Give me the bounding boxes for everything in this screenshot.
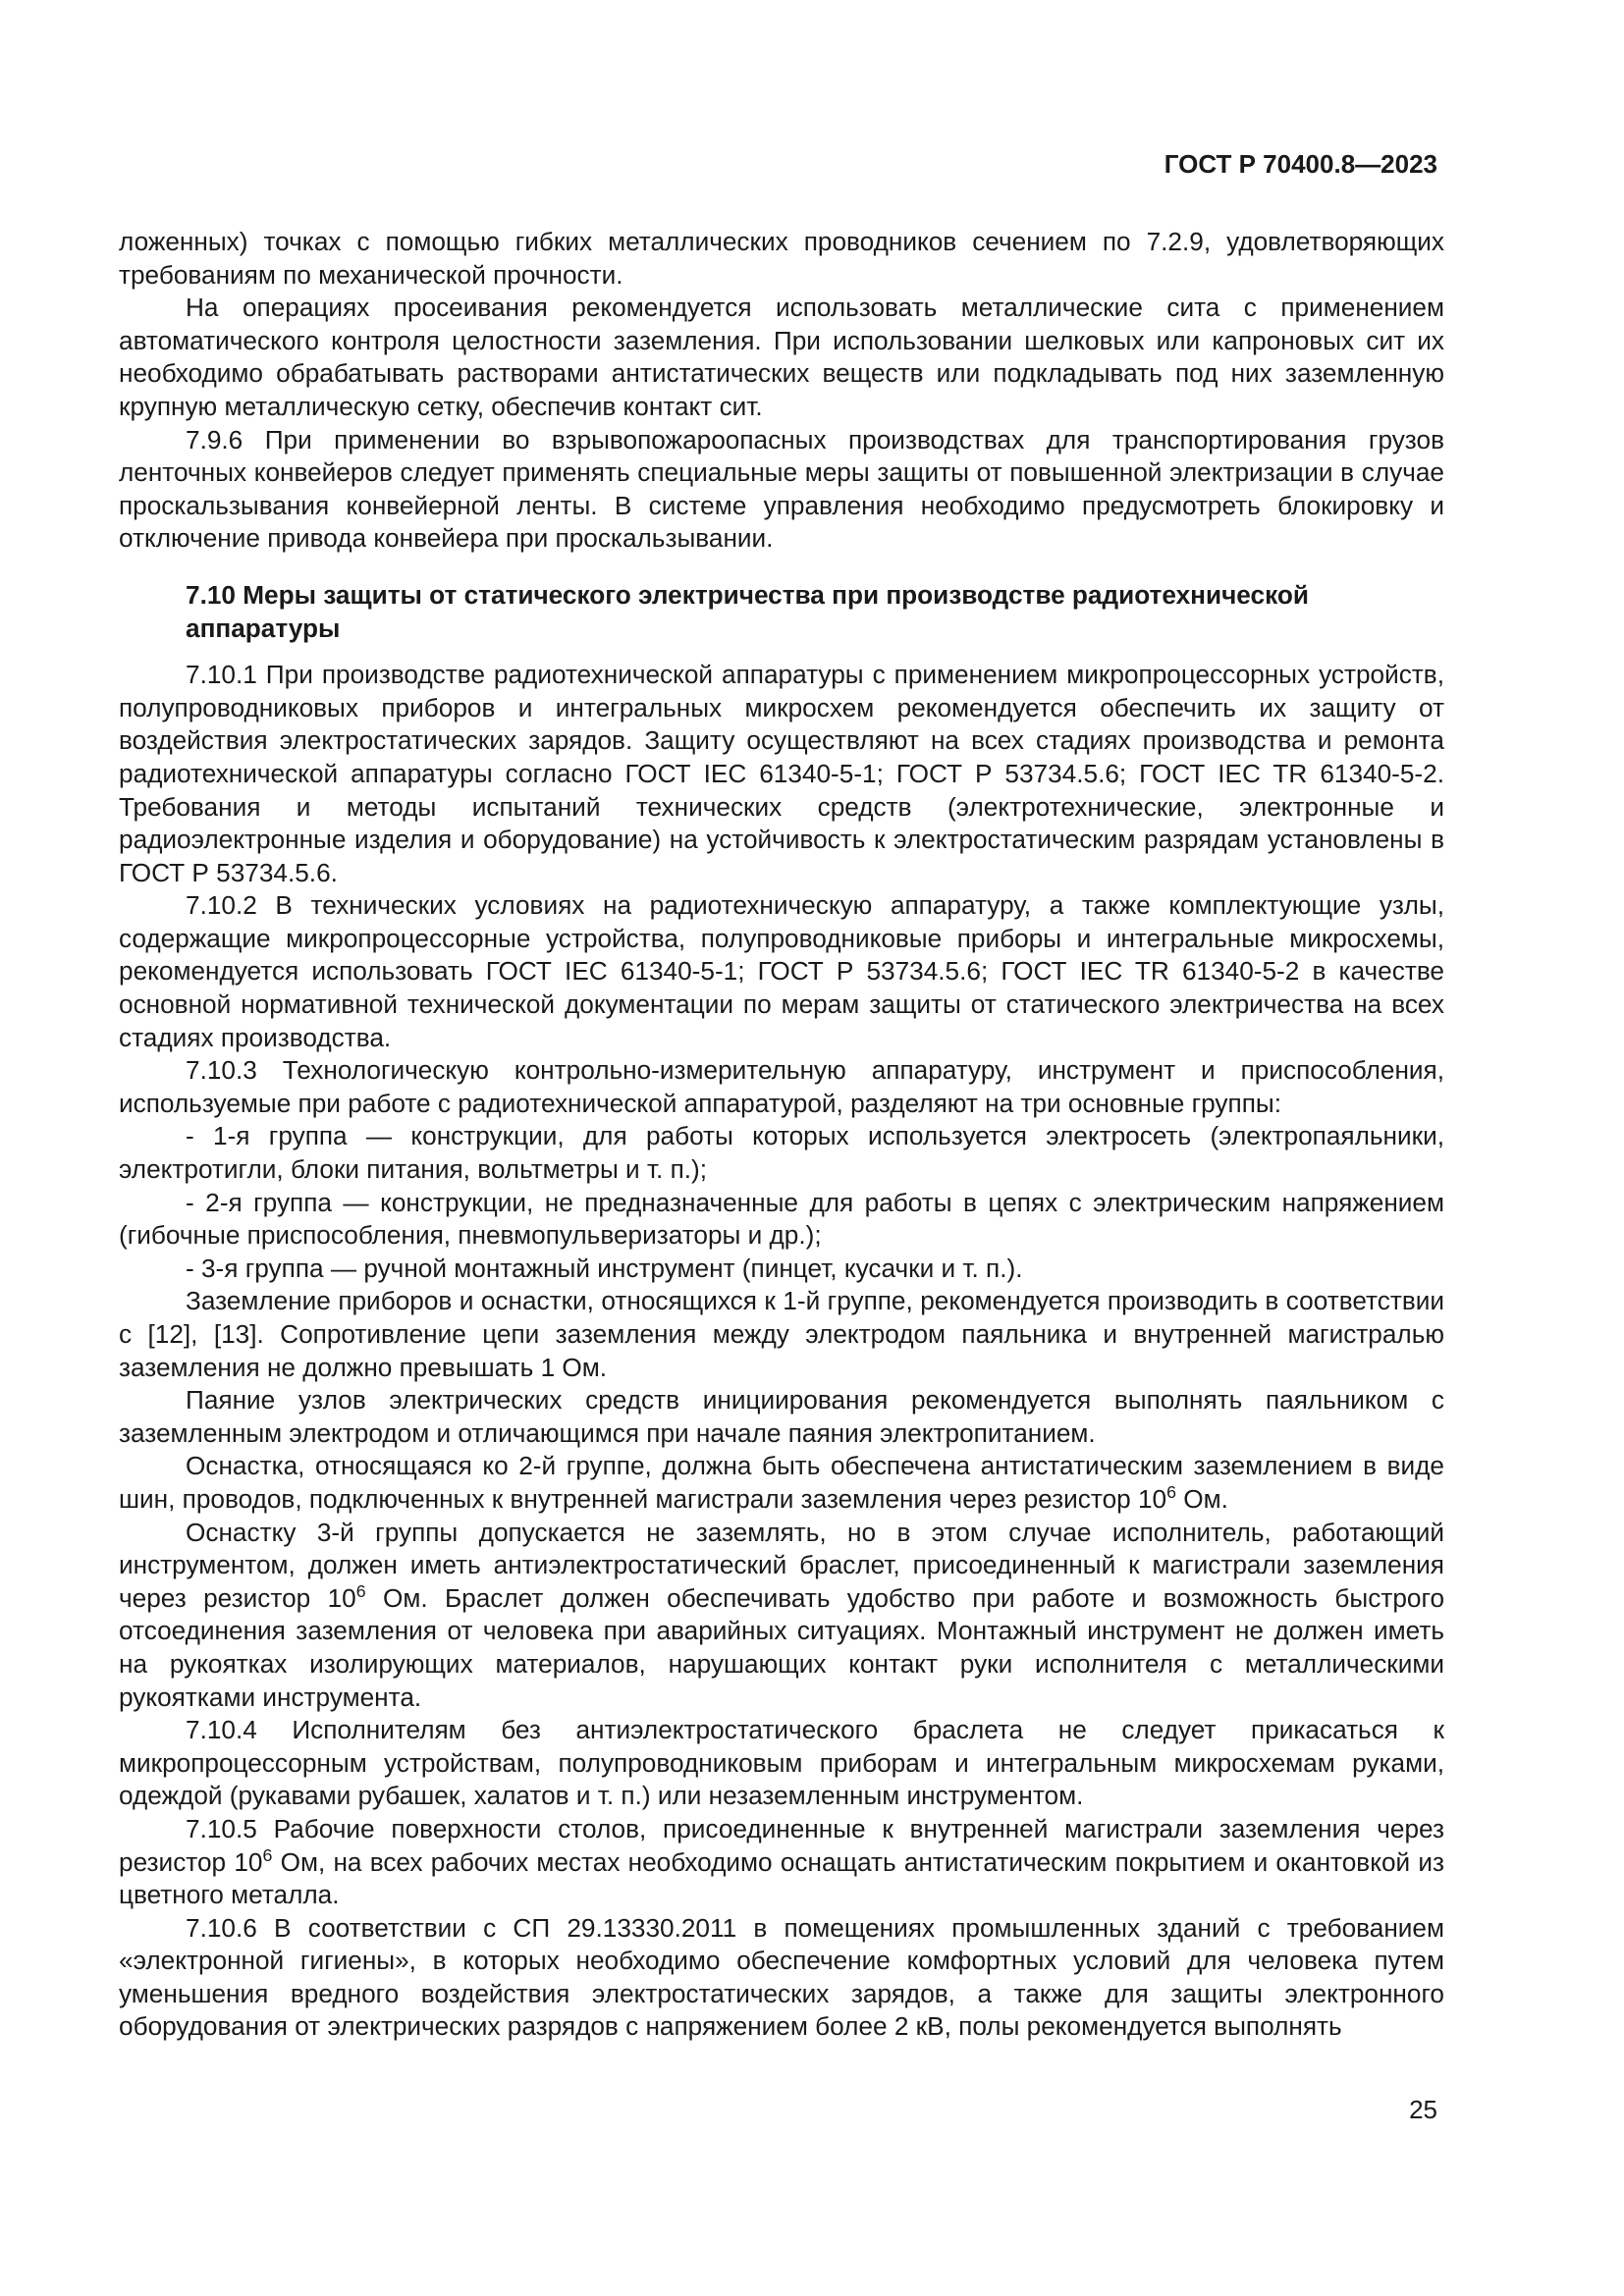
exponent: 6 (355, 1580, 366, 1601)
text-run: Ом. (1176, 1483, 1228, 1514)
section-heading: 7.10 Меры защиты от статического электричества при производстве радиотехнической аппаратуры (186, 579, 1309, 643)
paragraph (119, 1813, 1444, 1912)
paragraph: На операциях просеивания рекомендуется использовать металлические сита с применением автоматического контроля целостности заземления. При использовании шелковых или капроновых сит их необходимо обрабатывать растворами антистатических веществ или подкладывать под них заземленную крупную металлическую сетку, обеспечив контакт сит. (119, 293, 1444, 421)
paragraph (119, 1517, 1444, 1715)
paragraph: 7.10.4 Исполнителям без антиэлектростатического браслета не следует прикасаться к микропроцессорным устройствам, полупроводниковым приборам и интегральным микросхемам руками, одеждой (рукавами рубашек, халатов и т. п.) или незаземленным инструментом. (119, 1715, 1444, 1811)
paragraph: Паяние узлов электрических средств инициирования рекомендуется выполнять паяльником с заземленным электродом и отличающимся при начале паяния электропитанием. (119, 1385, 1444, 1448)
text-run: Ом, на всех рабочих местах необходимо оснащать антистатическим покрытием и окантовкой из цветного металла. (119, 1846, 1445, 1910)
paragraph: ложенных) точках с помощью гибких металлических проводников сечением по 7.2.9, удовлетворяющих требованиям по механической прочности. (119, 227, 1444, 290)
paragraph: 7.10.3 Технологическую контрольно-измерительную аппаратуру, инструмент и приспособления, используемые при работе с радиотехнической аппаратурой, разделяют на три основные группы: (119, 1055, 1444, 1118)
text-run: Оснастку 3-й группы допускается не заземлять, но в этом случае исполнитель, работающий инструментом, должен иметь антиэлектростатический браслет, присоединенный к магистрали заземления через резистор 10 (119, 1517, 1444, 1613)
paragraph: 7.10.6 В соответствии с СП 29.13330.2011 в помещениях промышленных зданий с требованием «электронной гигиены», в которых необходимо обеспечение комфортных условий для человека путем уменьшения вредного воздействия электростатических зарядов, а также для защиты электронного оборудования от электрических разрядов с напряжением более 2 кВ, полы рекомендуется выполнять (119, 1912, 1444, 2042)
list-item: - 1-я группа — конструкции, для работы которых используется электросеть (электропаяльники, электротигли, блоки питания, вольтметры и т. п.); (119, 1121, 1444, 1185)
exponent: 6 (1166, 1482, 1177, 1503)
text-run: Оснастка, относящаяся ко 2-й группе, должна быть обеспечена антистатическим заземлением в виде шин, проводов, подключенных к внутренней магистрали заземления через резистор 10 (119, 1451, 1444, 1514)
exponent: 6 (262, 1844, 273, 1865)
text-run: Ом. Браслет должен обеспечивать удобство при работе и возможность быстрого отсоединения заземления от человека при аварийных ситуациях. Монтажный инструмент не должен иметь на рукоятках изолирующих материалов, нарушающих контакт руки исполнителя с металлическими рукоятками инструмента. (119, 1582, 1445, 1712)
list-item: - 2-я группа — конструкции, не предназначенные для работы в цепях с электрическим напряжением (гибочные приспособления, пневмопульверизаторы и др.); (119, 1187, 1444, 1251)
paragraph: 7.10.2 В технических условиях на радиотехническую аппаратуру, а также комплектующие узлы, содержащие микропроцессорные устройства, полупроводниковые приборы и интегральные микросхемы, рекомендуется использовать ГОСТ IEC 61340-5-1; ГОСТ Р 53734.5.6; ГОСТ IEC TR 61340-5-2 в качестве основной нормативной технической документации по мерам защиты от статического электричества на всех стадиях производства. (119, 890, 1444, 1052)
paragraph: 7.9.6 При применении во взрывопожароопасных производствах для транспортирования грузов ленточных конвейеров следует применять специальные меры защиты от повышенной электризации в случае проскальзывания конвейерной ленты. В системе управления необходимо предусмотреть блокировку и отключение привода конвейера при проскальзывании. (119, 424, 1444, 554)
list-item: - 3-я группа — ручной монтажный инструмент (пинцет, кусачки и т. п.). (186, 1253, 1023, 1283)
paragraph: Заземление приборов и оснастки, относящихся к 1-й группе, рекомендуется производить в соответствии с [12], [13]. Сопротивление цепи заземления между электродом паяльника и внутренней магистралью заземления не должно превышать 1 Ом. (119, 1286, 1444, 1382)
page-number: 25 (1409, 2095, 1437, 2124)
paragraph (119, 1450, 1444, 1516)
document-body (119, 226, 1444, 2044)
text-run: 7.10.5 Рабочие поверхности столов, присоединенные к внутренней магистрали заземления через резистор 10 (119, 1813, 1444, 1877)
document-number: ГОСТ Р 70400.8—2023 (1164, 149, 1437, 179)
paragraph: 7.10.1 При производстве радиотехнической аппаратуры с применением микропроцессорных устройств, полупроводниковых приборов и интегральных микросхем рекомендуется обеспечить их защиту от воздействия электростатических зарядов. Защиту осуществляют на всех стадиях производства и ремонта радиотехнической аппаратуры согласно ГОСТ IEC 61340-5-1; ГОСТ Р 53734.5.6; ГОСТ IEC TR 61340-5-2. Требования и методы испытаний технических средств (электротехнические, электронные и радиоэлектронные изделия и оборудование) на устойчивость к электростатическим разрядам установлены в ГОСТ Р 53734.5.6. (119, 660, 1444, 887)
